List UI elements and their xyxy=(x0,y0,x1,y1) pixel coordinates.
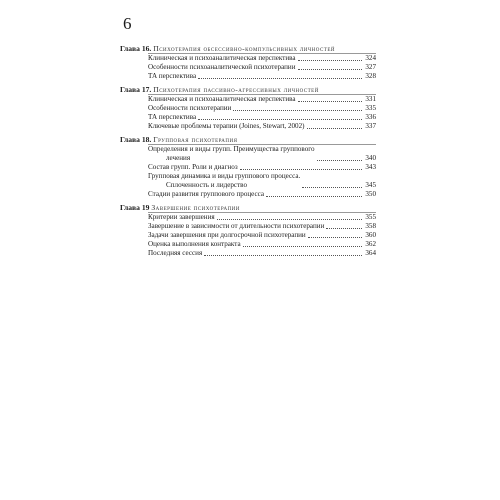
chapter-heading xyxy=(120,135,376,144)
toc-entry-page: 358 xyxy=(365,222,376,230)
chapter-heading xyxy=(120,85,376,94)
chapter-label: Глава 16. xyxy=(120,44,152,53)
dot-leader xyxy=(198,119,362,120)
toc-entry xyxy=(148,104,376,113)
toc-entry xyxy=(148,213,376,222)
chapter-title: Групповая психотерапия xyxy=(153,135,238,144)
toc-entry-continuation: лечения xyxy=(166,154,191,162)
toc-entry xyxy=(148,163,376,172)
toc-entry xyxy=(148,240,376,249)
dot-leader xyxy=(243,246,362,247)
toc-entry-text: Состав групп. Роли и диагноз xyxy=(148,163,238,171)
dot-leader xyxy=(266,196,362,197)
toc-entry xyxy=(148,231,376,240)
dot-leader xyxy=(317,160,362,161)
toc-entry-page: 337 xyxy=(365,122,376,130)
chapter-title: Психотерапия пассивно-агрессивных личностей xyxy=(153,85,319,94)
dot-leader xyxy=(302,187,362,188)
toc-entry-page: 350 xyxy=(365,190,376,198)
toc-entry-page: 355 xyxy=(365,213,376,221)
toc-entry-page: 340 xyxy=(365,154,376,162)
toc-entry xyxy=(148,122,376,131)
chapter-19 xyxy=(120,203,376,258)
toc-entry xyxy=(148,145,376,163)
toc-entry xyxy=(148,54,376,63)
dot-leader xyxy=(298,69,362,70)
toc-entry xyxy=(148,222,376,231)
chapter-heading xyxy=(120,203,376,212)
toc-entry-line: Групповая динамика и виды группового процесса. xyxy=(148,172,301,180)
toc-entry xyxy=(148,249,376,258)
toc-entry-page: 362 xyxy=(365,240,376,248)
toc-entry-continuation: Сплоченность и лидерство xyxy=(166,181,248,189)
toc-entry-text xyxy=(148,145,315,163)
toc-entry-text: Клиническая и психоаналитическая перспектива xyxy=(148,54,296,62)
table-of-contents xyxy=(120,44,376,262)
chapter-title: Завершение психотерапии xyxy=(151,203,240,212)
chapter-label: Глава 18. xyxy=(120,135,152,144)
dot-leader xyxy=(204,255,362,256)
dot-leader xyxy=(298,60,362,61)
toc-entry-page: 335 xyxy=(365,104,376,112)
toc-entry xyxy=(148,95,376,104)
toc-entry-text: Завершение в зависимости от длительности психотерапии xyxy=(148,222,325,230)
dot-leader xyxy=(240,169,362,170)
toc-entry-text: Клиническая и психоаналитическая перспектива xyxy=(148,95,296,103)
chapter-label: Глава 17. xyxy=(120,85,152,94)
page-number: 6 xyxy=(123,14,132,33)
chapter-label: Глава 19 xyxy=(120,203,150,212)
dot-leader xyxy=(307,128,362,129)
toc-entry xyxy=(148,113,376,122)
toc-entry xyxy=(148,72,376,81)
toc-entry-text: Особенности психоаналитической психотерапии xyxy=(148,63,296,71)
toc-entry xyxy=(148,63,376,72)
chapter-entries xyxy=(148,212,376,258)
toc-entry-page: 343 xyxy=(365,163,376,171)
toc-entry-text: Особенности психотерапии xyxy=(148,104,232,112)
chapter-18 xyxy=(120,135,376,199)
toc-entry-page: 364 xyxy=(365,249,376,257)
toc-entry-text: Задачи завершения при долгосрочной психотерапии xyxy=(148,231,306,239)
toc-entry-text: Критерии завершения xyxy=(148,213,215,221)
toc-entry-page: 324 xyxy=(365,54,376,62)
dot-leader xyxy=(326,228,362,229)
dot-leader xyxy=(298,101,362,102)
chapter-entries xyxy=(148,53,376,81)
dot-leader xyxy=(217,219,362,220)
toc-entry-page: 328 xyxy=(365,72,376,80)
toc-entry-page: 345 xyxy=(365,181,376,189)
toc-entry-page: 336 xyxy=(365,113,376,121)
toc-entry xyxy=(148,172,376,190)
chapter-16 xyxy=(120,44,376,81)
toc-entry xyxy=(148,190,376,199)
dot-leader xyxy=(198,78,362,79)
toc-entry-page: 331 xyxy=(365,95,376,103)
toc-entry-line: Определения и виды групп. Преимущества группового xyxy=(148,145,315,153)
chapter-heading xyxy=(120,44,376,53)
toc-entry-text: Ключевые проблемы терапии (Joines, Stewart, 2002) xyxy=(148,122,305,130)
toc-entry-text: Стадии развития группового процесса xyxy=(148,190,265,198)
chapter-entries xyxy=(148,94,376,131)
toc-entry-text: ТА перспектива xyxy=(148,72,197,80)
toc-entry-page: 327 xyxy=(365,63,376,71)
chapter-title: Психотерапия обсессивно-компульсивных личностей xyxy=(153,44,335,53)
chapter-17 xyxy=(120,85,376,131)
chapter-entries xyxy=(148,144,376,199)
toc-entry-text: Последняя сессия xyxy=(148,249,203,257)
dot-leader xyxy=(233,110,362,111)
toc-entry-text: Оценка выполнения контракта xyxy=(148,240,241,248)
toc-entry-page: 360 xyxy=(365,231,376,239)
toc-entry-text xyxy=(148,172,300,190)
toc-entry-text: ТА перспектива xyxy=(148,113,197,121)
dot-leader xyxy=(308,237,362,238)
